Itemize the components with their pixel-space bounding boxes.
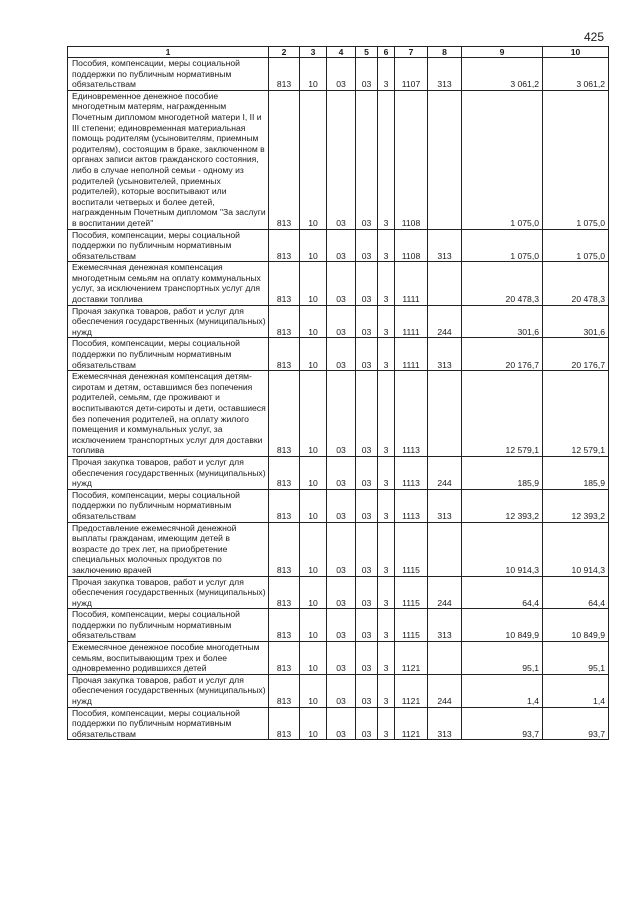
col-header: 2 xyxy=(269,47,300,58)
row-cell-c7: 1121 xyxy=(395,707,428,740)
row-cell-c4: 03 xyxy=(327,371,356,457)
row-cell-c8 xyxy=(428,522,462,576)
row-cell-c3: 10 xyxy=(300,58,327,91)
row-name-cell: Пособия, компенсации, меры социальной поддержки по публичным нормативным обязательствам xyxy=(68,609,269,642)
row-cell-c2: 813 xyxy=(269,642,300,675)
table-row xyxy=(68,707,609,740)
row-cell-c4: 03 xyxy=(327,456,356,489)
table-row xyxy=(68,522,609,576)
row-cell-c4: 03 xyxy=(327,338,356,371)
row-cell-c6: 3 xyxy=(378,609,395,642)
table-row xyxy=(68,642,609,675)
row-cell-c2: 813 xyxy=(269,305,300,338)
row-cell-c4: 03 xyxy=(327,642,356,675)
row-cell-c10: 301,6 xyxy=(543,305,609,338)
row-cell-c6: 3 xyxy=(378,305,395,338)
row-cell-c2: 813 xyxy=(269,371,300,457)
row-name-cell: Единовременное денежное пособие многодетным матерям, награжденным Почетным дипломом многодетной матери I, II и III степени; единовременная материальная помощь родителям (усыновителям, приемным родителям), состоящим в браке, заключенном в органах записи актов гражданского состояния, либо в случае неполной семьи - одному из родителей (усыновителей, приемных родителей), которые воспитывают или воспитали четверых и более детей, награжденным Почетным дипломом "За заслуги в воспитании детей" xyxy=(68,90,269,229)
row-cell-c5: 03 xyxy=(356,58,378,91)
row-cell-c5: 03 xyxy=(356,262,378,305)
row-cell-c5: 03 xyxy=(356,522,378,576)
table-row xyxy=(68,489,609,522)
row-cell-c9: 185,9 xyxy=(462,456,543,489)
table-row xyxy=(68,674,609,707)
row-cell-c3: 10 xyxy=(300,456,327,489)
row-name-cell: Пособия, компенсации, меры социальной поддержки по публичным нормативным обязательствам xyxy=(68,229,269,262)
row-cell-c7: 1115 xyxy=(395,576,428,609)
row-cell-c10: 1 075,0 xyxy=(543,90,609,229)
table-row xyxy=(68,229,609,262)
row-name-cell: Прочая закупка товаров, работ и услуг для обеспечения государственных (муниципальных) нужд xyxy=(68,674,269,707)
row-cell-c3: 10 xyxy=(300,522,327,576)
row-cell-c5: 03 xyxy=(356,674,378,707)
row-cell-c4: 03 xyxy=(327,90,356,229)
col-header: 8 xyxy=(428,47,462,58)
row-cell-c6: 3 xyxy=(378,642,395,675)
row-cell-c5: 03 xyxy=(356,305,378,338)
row-cell-c10: 12 579,1 xyxy=(543,371,609,457)
row-name-cell: Ежемесячная денежная компенсация многодетным семьям на оплату коммунальных услуг, за исключением транспортных услуг для доставки топлива xyxy=(68,262,269,305)
row-cell-c7: 1113 xyxy=(395,489,428,522)
row-cell-c6: 3 xyxy=(378,674,395,707)
row-cell-c4: 03 xyxy=(327,262,356,305)
row-cell-c7: 1111 xyxy=(395,305,428,338)
row-cell-c2: 813 xyxy=(269,576,300,609)
row-cell-c2: 813 xyxy=(269,338,300,371)
row-cell-c9: 20 478,3 xyxy=(462,262,543,305)
row-cell-c9: 12 579,1 xyxy=(462,371,543,457)
row-cell-c7: 1121 xyxy=(395,642,428,675)
row-cell-c6: 3 xyxy=(378,90,395,229)
row-cell-c7: 1115 xyxy=(395,522,428,576)
row-cell-c6: 3 xyxy=(378,371,395,457)
row-cell-c10: 3 061,2 xyxy=(543,58,609,91)
row-cell-c5: 03 xyxy=(356,456,378,489)
row-cell-c9: 1 075,0 xyxy=(462,90,543,229)
row-cell-c9: 301,6 xyxy=(462,305,543,338)
row-cell-c7: 1113 xyxy=(395,456,428,489)
row-cell-c4: 03 xyxy=(327,674,356,707)
row-cell-c3: 10 xyxy=(300,609,327,642)
row-cell-c10: 20 478,3 xyxy=(543,262,609,305)
row-cell-c2: 813 xyxy=(269,90,300,229)
row-name-cell: Пособия, компенсации, меры социальной поддержки по публичным нормативным обязательствам xyxy=(68,338,269,371)
col-header: 10 xyxy=(543,47,609,58)
row-cell-c4: 03 xyxy=(327,229,356,262)
row-cell-c6: 3 xyxy=(378,262,395,305)
row-cell-c8 xyxy=(428,90,462,229)
col-header: 6 xyxy=(378,47,395,58)
row-cell-c7: 1108 xyxy=(395,229,428,262)
row-cell-c5: 03 xyxy=(356,642,378,675)
row-cell-c6: 3 xyxy=(378,229,395,262)
row-cell-c10: 10 914,3 xyxy=(543,522,609,576)
row-cell-c2: 813 xyxy=(269,609,300,642)
row-name-cell: Прочая закупка товаров, работ и услуг для обеспечения государственных (муниципальных) нужд xyxy=(68,305,269,338)
row-cell-c3: 10 xyxy=(300,576,327,609)
row-cell-c9: 1,4 xyxy=(462,674,543,707)
row-cell-c5: 03 xyxy=(356,371,378,457)
row-cell-c3: 10 xyxy=(300,229,327,262)
row-cell-c2: 813 xyxy=(269,456,300,489)
table-row xyxy=(68,609,609,642)
row-cell-c10: 1 075,0 xyxy=(543,229,609,262)
row-cell-c10: 93,7 xyxy=(543,707,609,740)
row-cell-c3: 10 xyxy=(300,305,327,338)
table-row xyxy=(68,576,609,609)
col-header: 9 xyxy=(462,47,543,58)
row-cell-c10: 10 849,9 xyxy=(543,609,609,642)
row-cell-c3: 10 xyxy=(300,674,327,707)
row-cell-c8: 313 xyxy=(428,338,462,371)
row-cell-c5: 03 xyxy=(356,707,378,740)
row-cell-c4: 03 xyxy=(327,522,356,576)
row-name-cell: Пособия, компенсации, меры социальной поддержки по публичным нормативным обязательствам xyxy=(68,58,269,91)
row-cell-c4: 03 xyxy=(327,576,356,609)
row-cell-c9: 95,1 xyxy=(462,642,543,675)
table-row xyxy=(68,58,609,91)
row-cell-c9: 3 061,2 xyxy=(462,58,543,91)
table-row xyxy=(68,456,609,489)
row-cell-c10: 95,1 xyxy=(543,642,609,675)
table-row xyxy=(68,305,609,338)
row-cell-c5: 03 xyxy=(356,90,378,229)
row-cell-c8: 313 xyxy=(428,489,462,522)
row-cell-c4: 03 xyxy=(327,58,356,91)
row-cell-c9: 12 393,2 xyxy=(462,489,543,522)
row-cell-c8 xyxy=(428,642,462,675)
row-cell-c8: 244 xyxy=(428,305,462,338)
table-row xyxy=(68,90,609,229)
row-cell-c7: 1108 xyxy=(395,90,428,229)
row-cell-c9: 20 176,7 xyxy=(462,338,543,371)
row-cell-c3: 10 xyxy=(300,707,327,740)
row-cell-c10: 64,4 xyxy=(543,576,609,609)
row-cell-c6: 3 xyxy=(378,576,395,609)
table-row xyxy=(68,371,609,457)
row-name-cell: Прочая закупка товаров, работ и услуг для обеспечения государственных (муниципальных) нужд xyxy=(68,576,269,609)
row-cell-c5: 03 xyxy=(356,338,378,371)
row-cell-c8 xyxy=(428,371,462,457)
row-cell-c3: 10 xyxy=(300,338,327,371)
row-cell-c2: 813 xyxy=(269,707,300,740)
row-cell-c2: 813 xyxy=(269,674,300,707)
row-cell-c9: 1 075,0 xyxy=(462,229,543,262)
row-name-cell: Предоставление ежемесячной денежной выплаты гражданам, имеющим детей в возрасте до трех лет, на приобретение специальных молочных продуктов по заключению врачей xyxy=(68,522,269,576)
row-cell-c5: 03 xyxy=(356,489,378,522)
header-row xyxy=(68,47,609,58)
row-cell-c8: 244 xyxy=(428,674,462,707)
row-cell-c10: 12 393,2 xyxy=(543,489,609,522)
row-name-cell: Пособия, компенсации, меры социальной поддержки по публичным нормативным обязательствам xyxy=(68,489,269,522)
row-cell-c9: 10 914,3 xyxy=(462,522,543,576)
row-cell-c7: 1107 xyxy=(395,58,428,91)
row-cell-c6: 3 xyxy=(378,338,395,371)
row-cell-c5: 03 xyxy=(356,576,378,609)
row-cell-c8: 313 xyxy=(428,58,462,91)
row-cell-c7: 1111 xyxy=(395,262,428,305)
row-cell-c6: 3 xyxy=(378,58,395,91)
row-cell-c10: 20 176,7 xyxy=(543,338,609,371)
row-cell-c5: 03 xyxy=(356,609,378,642)
row-cell-c6: 3 xyxy=(378,707,395,740)
row-cell-c8: 313 xyxy=(428,229,462,262)
row-cell-c3: 10 xyxy=(300,90,327,229)
row-cell-c4: 03 xyxy=(327,489,356,522)
row-cell-c7: 1111 xyxy=(395,338,428,371)
row-cell-c8: 244 xyxy=(428,576,462,609)
table-row xyxy=(68,262,609,305)
row-cell-c2: 813 xyxy=(269,262,300,305)
row-cell-c4: 03 xyxy=(327,609,356,642)
row-name-cell: Пособия, компенсации, меры социальной поддержки по публичным нормативным обязательствам xyxy=(68,707,269,740)
row-cell-c2: 813 xyxy=(269,58,300,91)
row-cell-c7: 1113 xyxy=(395,371,428,457)
row-cell-c4: 03 xyxy=(327,707,356,740)
row-cell-c3: 10 xyxy=(300,371,327,457)
row-cell-c8: 313 xyxy=(428,609,462,642)
row-cell-c8: 313 xyxy=(428,707,462,740)
page-number: 425 xyxy=(584,30,605,44)
col-header: 7 xyxy=(395,47,428,58)
col-header: 1 xyxy=(68,47,269,58)
row-cell-c6: 3 xyxy=(378,522,395,576)
row-cell-c9: 93,7 xyxy=(462,707,543,740)
row-cell-c5: 03 xyxy=(356,229,378,262)
row-cell-c10: 185,9 xyxy=(543,456,609,489)
row-cell-c7: 1121 xyxy=(395,674,428,707)
row-cell-c3: 10 xyxy=(300,642,327,675)
row-cell-c8: 244 xyxy=(428,456,462,489)
row-cell-c4: 03 xyxy=(327,305,356,338)
row-cell-c10: 1,4 xyxy=(543,674,609,707)
row-cell-c9: 64,4 xyxy=(462,576,543,609)
row-name-cell: Ежемесячное денежное пособие многодетным семьям, воспитывающим трех и более одновременно родившихся детей xyxy=(68,642,269,675)
row-cell-c2: 813 xyxy=(269,522,300,576)
row-cell-c3: 10 xyxy=(300,262,327,305)
col-header: 4 xyxy=(327,47,356,58)
row-cell-c6: 3 xyxy=(378,456,395,489)
row-cell-c2: 813 xyxy=(269,489,300,522)
col-header: 5 xyxy=(356,47,378,58)
col-header: 3 xyxy=(300,47,327,58)
table-row xyxy=(68,338,609,371)
row-name-cell: Прочая закупка товаров, работ и услуг для обеспечения государственных (муниципальных) нужд xyxy=(68,456,269,489)
row-cell-c8 xyxy=(428,262,462,305)
row-cell-c2: 813 xyxy=(269,229,300,262)
row-cell-c3: 10 xyxy=(300,489,327,522)
row-cell-c9: 10 849,9 xyxy=(462,609,543,642)
row-cell-c7: 1115 xyxy=(395,609,428,642)
row-cell-c6: 3 xyxy=(378,489,395,522)
row-name-cell: Ежемесячная денежная компенсация детям-сиротам и детям, оставшимся без попечения родителей, семьям, где проживают и воспитываются дети-сироты и дети, оставшиеся без попечения родителей, на оплату жилого помещения и коммунальных услуг, за исключением транспортных услуг для доставки топлива xyxy=(68,371,269,457)
budget-table xyxy=(67,46,609,740)
